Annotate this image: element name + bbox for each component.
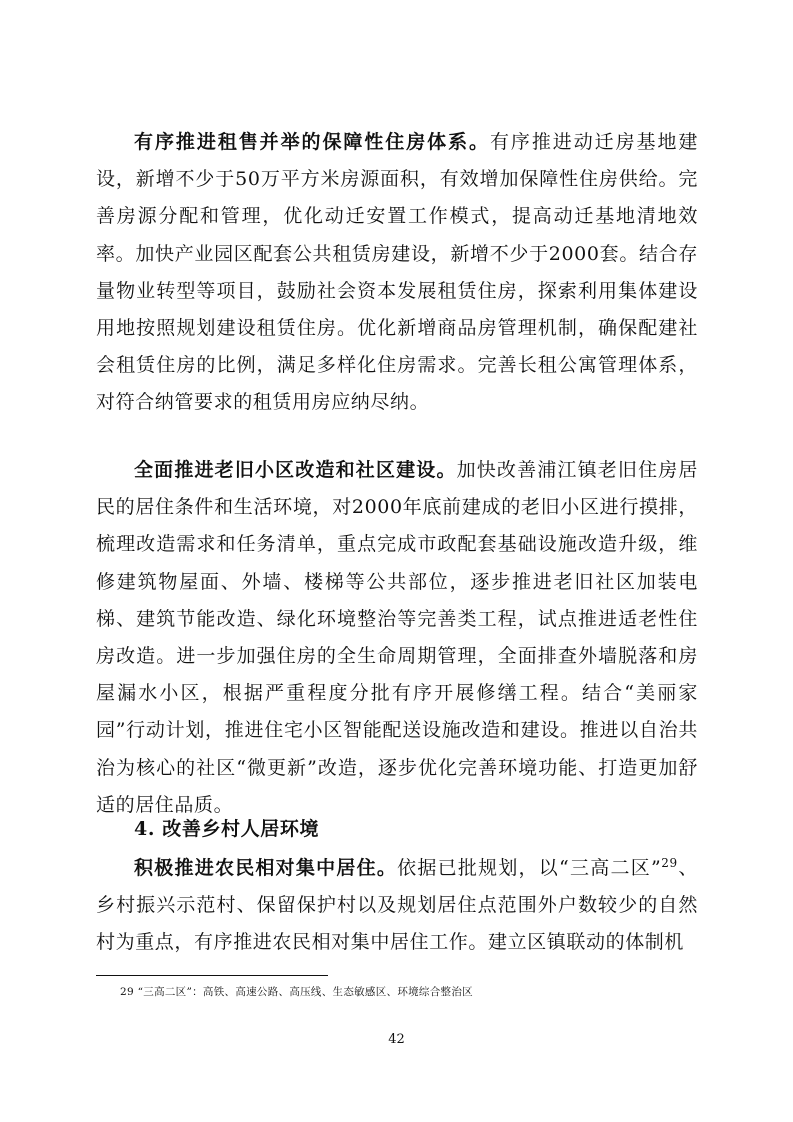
paragraph-lead-heading: 全面推进老旧小区改造和社区建设。 xyxy=(134,459,457,481)
paragraph-lead-heading: 有序推进租售并举的保障性住房体系。 xyxy=(134,131,490,153)
paragraph-rural-resettlement xyxy=(96,850,698,962)
paragraph-body-text-continued: 、乡村振兴示范村、保留保护村以及规划居住点范围外户数较少的自然村为重点，有序推进农民相对集中居住工作。建立区镇联动的体制机 xyxy=(96,857,698,954)
paragraph-body-text: 加快改善浦江镇老旧住房居民的居住条件和生活环境，对2000年底前建成的老旧小区进行摸排，梳理改造需求和任务清单，重点完成市政配套基础设施改造升级，维修建筑物屋面、外墙、楼梯等公共部位，逐步推进老旧社区加装电梯、建筑节能改造、绿化环境整治等完善类工程，试点推进适老性住房改造。进一步加强住房的全生命周期管理，全面排查外墙脱落和房屋漏水小区，根据严重程度分批有序开展修缮工程。结合“美丽家园”行动计划，推进住宅小区智能配送设施改造和建设。推进以自治共治为核心的社区“微更新”改造，逐步优化完善环境功能、打造更加舒适的居住品质。 xyxy=(96,459,698,816)
paragraph-body-text: 有序推进动迁房基地建设，新增不少于50万平方米房源面积，有效增加保障性住房供给。完善房源分配和管理，优化动迁安置工作模式，提高动迁基地清地效率。加快产业园区配套公共租赁房建设，新增不少于2000套。结合存量物业转型等项目，鼓励社会资本发展租赁住房，探索利用集体建设用地按照规划建设租赁住房。优化新增商品房管理机制，确保配建社会租赁住房的比例，满足多样化住房需求。完善长租公寓管理体系，对符合纳管要求的租赁用房应纳尽纳。 xyxy=(96,131,698,414)
footnote-reference: 29 xyxy=(661,856,678,870)
page-number: 42 xyxy=(388,1032,405,1047)
section-heading: 4. 改善乡村人居环境 xyxy=(134,818,320,840)
paragraph-lead-heading: 积极推进农民相对集中居住。 xyxy=(134,857,398,879)
paragraph-old-community-renovation xyxy=(96,452,698,824)
footnote-text: 29 “三高二区”：高铁、高速公路、高压线、生态敏感区、环境综合整治区 xyxy=(120,986,473,998)
paragraph-body-text: 依据已批规划，以“三高二区” xyxy=(397,857,662,879)
paragraph-affordable-housing xyxy=(96,124,698,422)
footnote-separator xyxy=(96,975,328,976)
